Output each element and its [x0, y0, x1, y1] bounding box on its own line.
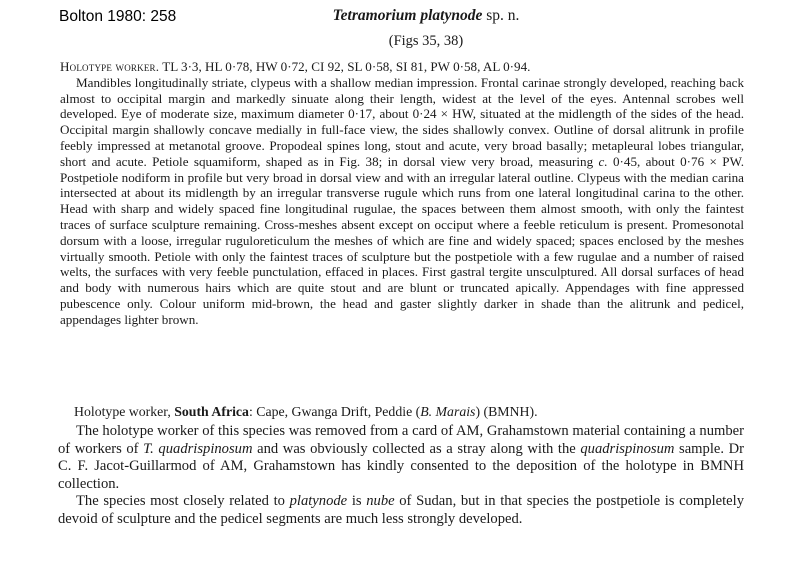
material-examined	[74, 403, 744, 420]
species-status: sp. n.	[482, 7, 520, 24]
material-depository: ) (BMNH).	[475, 404, 538, 419]
measurements-line	[60, 59, 744, 75]
comment-text: of Sudan, but in that species the postpetiole is completely devoid of sculpture and the pedicel segments are much less strongly developed.	[58, 493, 744, 527]
holotype-label: Holotype worker.	[60, 59, 160, 74]
comments-section	[58, 423, 744, 529]
species-title	[0, 7, 794, 25]
description-text-1: Mandibles longitudinally striate, clypeus with a shallow median impression. Frontal carinae strongly developed, reaching back almost to occipital margin and markedly sinuate along their length, widest at the level of the eyes. Antennal scrobes well developed. Eye of moderate size, maximum diameter 0·17, about 0·24 × HW, situated at the midlength of the sides of the head. Occipital margin shallowly concave medially in full-face view, the sides shallowly convex. Outline of dorsal alitrunk in profile feebly impressed at metanotal groove. Propodeal spines long, stout and acute, very broad basally; metapleural lobes triangular, short and acute. Petiole squamiform, shaped as in Fig. 38; in dorsal view very broad, measuring	[60, 74, 744, 169]
figure-reference: (Figs 35, 38)	[388, 33, 464, 49]
species-ref: platynode	[289, 493, 348, 510]
comment-paragraph-2	[58, 493, 744, 528]
species-name: Tetramorium platynode	[332, 7, 483, 24]
reference-label: Bolton 1980: 258	[59, 8, 177, 25]
comment-text: The holotype worker of this species was removed from a card of AM, Grahamstown material containing a number of workers of	[58, 423, 744, 457]
species-ref: T. quadrispinosum	[143, 440, 253, 457]
comment-paragraph-1	[58, 423, 744, 493]
holotype-description	[60, 59, 744, 328]
material-caste: Holotype worker,	[74, 404, 175, 419]
material-locality: : Cape, Gwanga Drift, Peddie (	[248, 404, 421, 419]
description-text-2: 0·45, about 0·76 × PW. Postpetiole nodiform in profile but very broad in dorsal view and with an irregular lateral outline. Clypeus with the median carina intersected at about its midlength by an irregular transverse rugule which runs from one lateral longitudinal carina to the other. Head with sharp and widely spaced fine longitudinal rugulae, the spaces between them almost smooth, with only the faintest traces of surface sculpture remaining. Cross-meshes absent except on occiput where a feeble reticulum is present. Promesonotal dorsum with a loose, irregular ruguloreticulum the meshes of which are fine and widely spaced; spaces enclosed by the meshes virtually smooth. Petiole with only the faintest traces of sculpture but the postpetiole with a few rugulae and a number of raised welts, the surfaces with very feeble punctulation, effaced in places. First gastral tergite unsculptured. All dorsal surfaces of head and body with numerous hairs which are quite stout and are blunt or truncated apically. Appendages with fine appressed pubescence only. Colour uniform mid-brown, the head and gaster slightly darker in shade than the alitrunk and pedicel, appendages lighter brown.	[60, 153, 744, 327]
comment-text: and was obviously collected as a stray along with the	[252, 440, 581, 457]
comment-text: sample. Dr C. F. Jacot-Guillarmod of AM, Grahamstown has kindly consented to the deposition of the holotype in BMNH collection.	[58, 440, 744, 492]
material-country: South Africa	[174, 404, 249, 419]
measurements: TL 3·3, HL 0·78, HW 0·72, CI 92, SL 0·58, SI 81, PW 0·58, AL 0·94.	[159, 59, 531, 74]
circa: c.	[598, 153, 608, 169]
comment-text: is	[347, 493, 367, 510]
description-body	[60, 75, 744, 328]
species-ref: quadrispinosum	[580, 440, 675, 457]
material-collector: B. Marais	[420, 404, 476, 419]
comment-text: The species most closely related to	[76, 493, 290, 510]
species-ref: nube	[366, 493, 395, 510]
